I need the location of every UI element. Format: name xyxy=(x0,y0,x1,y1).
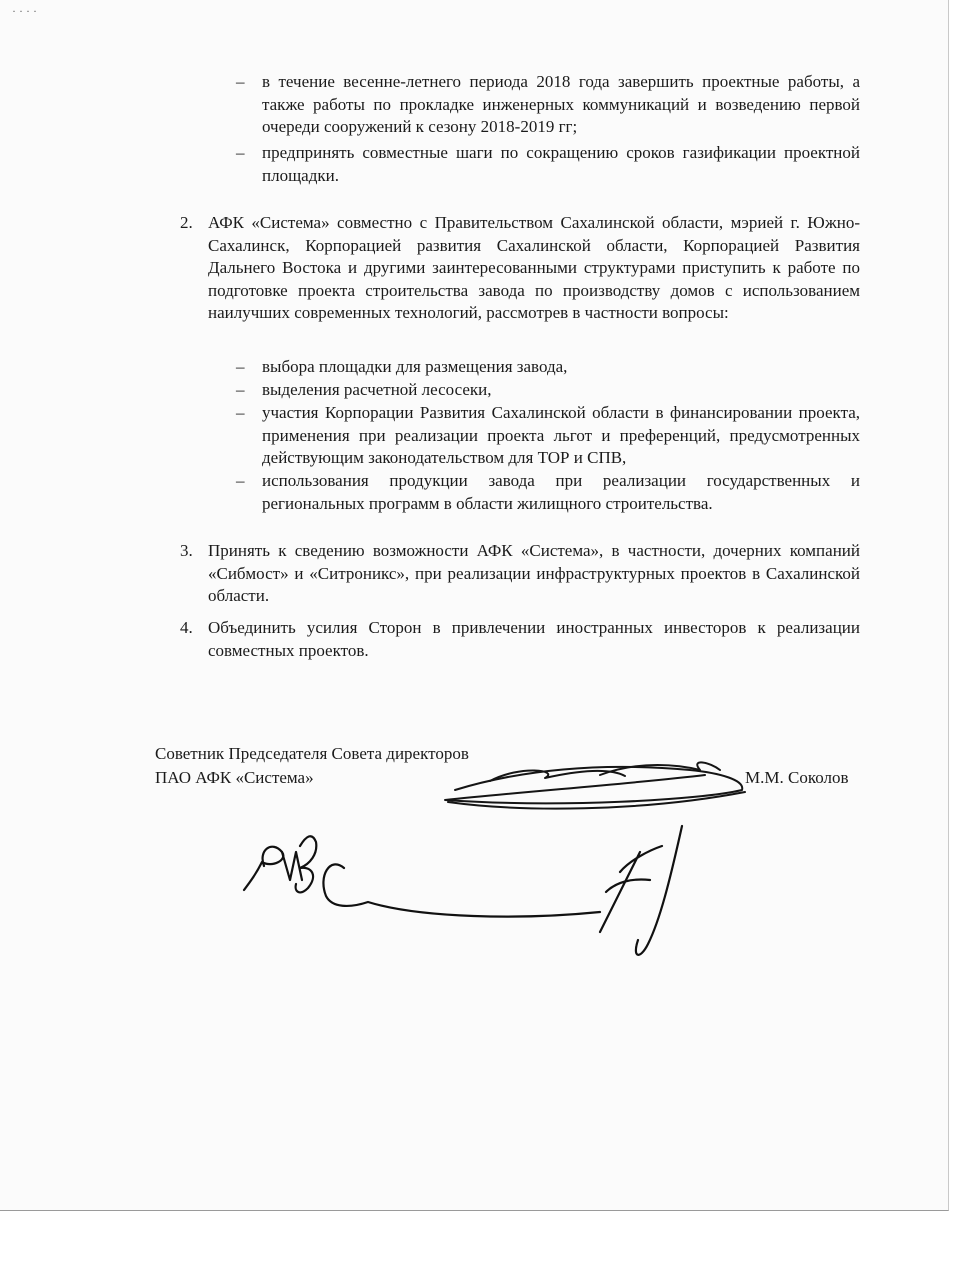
signatory-name: М.М. Соколов xyxy=(745,768,849,787)
item-2-text: АФК «Система» совместно с Правительством Сахалинской области, мэрией г. Южно-Сахалинск, Корпорацией развития Сахалинской области, Корпорацией Развития Дальнего Востока и другими заинтересованными структурами приступить к работе по подготовке проекта строительства завода по производству домов с использованием наилучших современных технологий, рассмотрев в частности вопросы: xyxy=(208,213,860,323)
bullet-item-financing: – участия Корпорации Развития Сахалинской области в финансировании проекта, применения при реализации проекта льгот и преференций, предусмотренных действующим законодательством для ТОР и СПВ, xyxy=(262,402,860,470)
bullet-item-site-selection: – выбора площадки для размещения завода, xyxy=(262,356,860,379)
signatory-title: Советник Председателя Совета директоров xyxy=(155,744,469,763)
bullet-item-gasification: – предпринять совместные шаги по сокращению сроков газификации проектной площадки. xyxy=(262,142,860,187)
bullet-item-design-works: – в течение весенне-летнего периода 2018 года завершить проектные работы, а также работы по прокладке инженерных коммуникаций и возведению первой очереди сооружений к сезону 2018-2019 гг; xyxy=(262,71,860,139)
item-number: 2. xyxy=(180,213,193,232)
item-4-text: Объединить усилия Сторон в привлечении иностранных инвесторов к реализации совместных проектов. xyxy=(208,618,860,660)
item-number: 4. xyxy=(180,618,193,637)
signatory-organization: ПАО АФК «Система» xyxy=(155,768,314,787)
scan-mark: · · · · xyxy=(12,4,37,18)
item-number: 3. xyxy=(180,541,193,560)
item-3-text: Принять к сведению возможности АФК «Система», в частности, дочерних компаний «Сибмост» и «Ситроникс», при реализации инфраструктурных проектов в Сахалинской области. xyxy=(208,541,860,606)
bullet-item-housing-programs: – использования продукции завода при реализации государственных и региональных программ в области жилищного строительства. xyxy=(262,470,860,515)
bullet-item-logging: – выделения расчетной лесосеки, xyxy=(262,379,860,402)
